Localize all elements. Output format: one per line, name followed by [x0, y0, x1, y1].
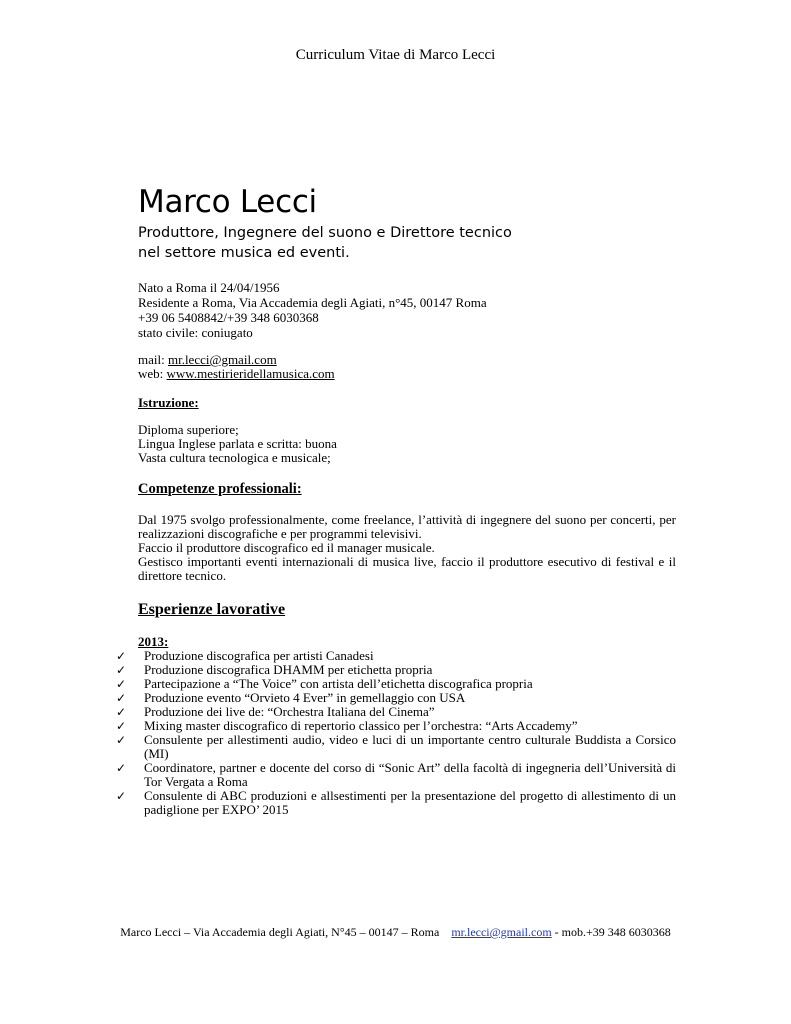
personal-info [138, 280, 676, 340]
experience-text: Produzione discografica DHAMM per etichetta propria [144, 662, 433, 677]
experience-item [116, 662, 676, 677]
checkmark-icon: ✓ [116, 761, 127, 775]
mail-label: mail: [138, 352, 168, 367]
checkmark-icon: ✓ [116, 663, 127, 677]
experience-item [116, 690, 676, 705]
footer-address: Marco Lecci – Via Accademia degli Agiati, N°45 – 00147 – Roma [120, 925, 440, 939]
page-footer [0, 925, 791, 939]
experience-item [116, 788, 676, 817]
competenze-paragraph: Faccio il produttore discografico ed il manager musicale. [138, 540, 435, 555]
istruzione-item: Lingua Inglese parlata e scritta: buona [138, 436, 337, 451]
header-title: Curriculum Vitae di Marco Lecci [295, 47, 496, 63]
checkmark-icon: ✓ [116, 677, 127, 691]
checkmark-icon: ✓ [116, 733, 127, 747]
mail-row [138, 353, 676, 367]
experience-text: Consulente di ABC produzioni e allsestimenti per la presentazione del progetto di allestimento di un padiglione per EXPO’ 2015 [144, 788, 676, 817]
web-label: web: [138, 366, 167, 381]
istruzione-item: Diploma superiore; [138, 422, 239, 437]
candidate-subtitle [138, 223, 676, 263]
web-row [138, 367, 676, 381]
competenze-text [138, 513, 676, 583]
contact-info [138, 353, 676, 381]
experience-item [116, 704, 676, 719]
footer-mobile: - mob.+39 348 6030368 [551, 925, 671, 939]
civil-status-info: stato civile: coniugato [138, 325, 253, 340]
checkmark-icon: ✓ [116, 705, 127, 719]
experience-text: Coordinatore, partner e docente del corso di “Sonic Art” della facoltà di ingegneria dell’Università di Tor Vergata a Roma [144, 760, 676, 789]
competenze-paragraph: Gestisco importanti eventi internazionali di musica live, faccio il produttore esecutivo di festival e il direttore tecnico. [138, 554, 676, 583]
istruzione-heading: Istruzione: [138, 395, 199, 410]
experience-text: Partecipazione a “The Voice” con artista dell’etichetta discografica propria [144, 676, 533, 691]
experience-text: Produzione dei live de: “Orchestra Italiana del Cinema” [144, 704, 435, 719]
experience-text: Produzione evento “Orvieto 4 Ever” in gemellaggio con USA [144, 690, 466, 705]
address-info: Residente a Roma, Via Accademia degli Agiati, n°45, 00147 Roma [138, 295, 487, 310]
experience-text: Produzione discografica per artisti Canadesi [144, 648, 374, 663]
checkmark-icon: ✓ [116, 649, 127, 663]
esperienze-heading-row [138, 600, 676, 619]
competenze-heading: Competenze professionali: [138, 481, 302, 497]
web-link[interactable]: www.mestirieridellamusica.com [166, 366, 335, 381]
phone-info: +39 06 5408842/+39 348 6030368 [138, 310, 319, 325]
experience-item [116, 760, 676, 789]
year-heading: 2013: [138, 634, 169, 649]
experience-item [116, 732, 676, 761]
subtitle-line-2: nel settore musica ed eventi. [138, 245, 350, 261]
candidate-name: Marco Lecci [138, 184, 317, 220]
checkmark-icon: ✓ [116, 789, 127, 803]
footer-email-link[interactable]: mr.lecci@gmail.com [451, 925, 552, 939]
competenze-paragraph: Dal 1975 svolgo professionalmente, come freelance, l’attività di ingegnere del suono per concerti, per realizzazioni discografiche e per programmi televisivi. [138, 512, 676, 541]
checkmark-icon: ✓ [116, 719, 127, 733]
istruzione-item: Vasta cultura tecnologica e musicale; [138, 450, 331, 465]
birth-info: Nato a Roma il 24/04/1956 [138, 280, 280, 295]
subtitle-line-1: Produttore, Ingegnere del suono e Direttore tecnico [138, 225, 512, 241]
experience-item [116, 676, 676, 691]
cv-content [116, 183, 676, 817]
experience-list [116, 648, 676, 817]
experience-text: Consulente per allestimenti audio, video e luci di un importante centro culturale Buddista a Corsico (MI) [144, 732, 676, 761]
experience-item [116, 718, 676, 733]
esperienze-heading: Esperienze lavorative [138, 601, 286, 618]
checkmark-icon: ✓ [116, 691, 127, 705]
mail-link[interactable]: mr.lecci@gmail.com [167, 352, 277, 367]
istruzione-list [138, 423, 676, 465]
experience-text: Mixing master discografico di repertorio classico per l’orchestra: “Arts Accademy” [144, 718, 578, 733]
experience-item [116, 648, 676, 663]
page-header [0, 46, 791, 64]
